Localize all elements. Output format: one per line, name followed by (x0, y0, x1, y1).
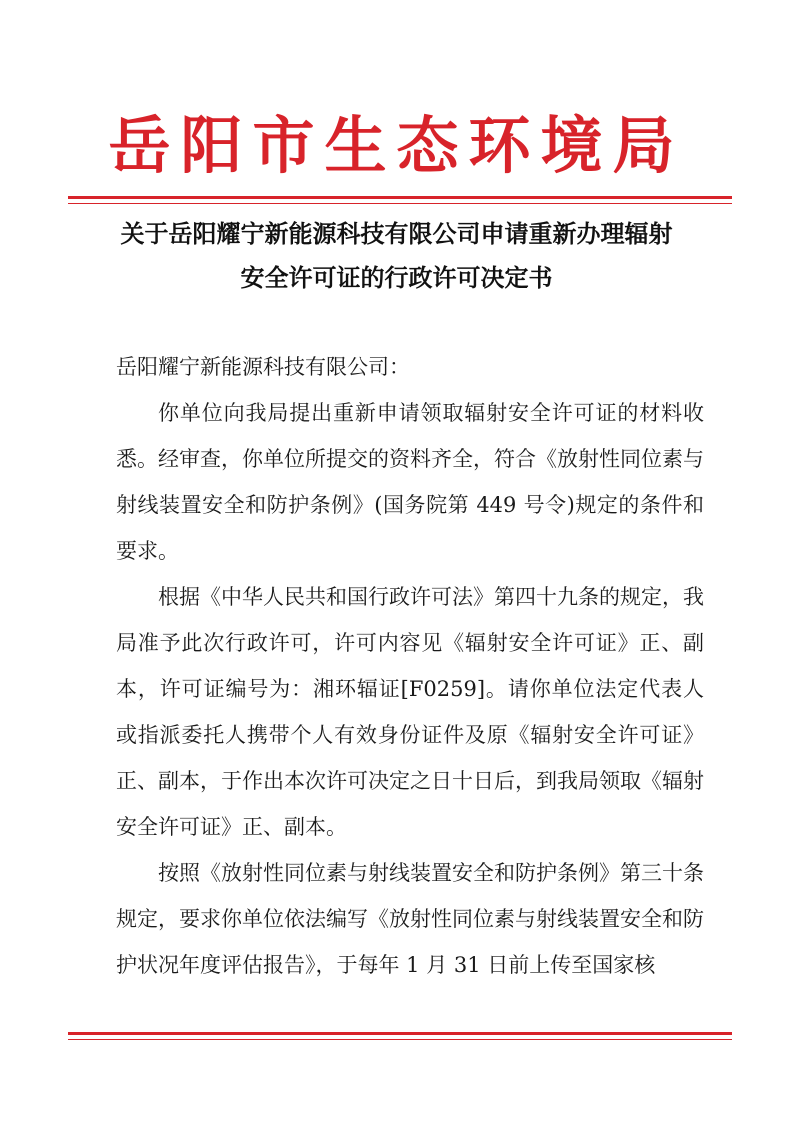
paragraph-2: 根据《中华人民共和国行政许可法》第四十九条的规定，我局准予此次行政许可，许可内容见《辐射安全许可证》正、副本，许可证编号为：湘环辐证[F0259]。请你单位法定代表人或指派委托人携带个人有效身份证件及原《辐射安全许可证》正、副本，于作出本次许可决定之日十日后，到我局领取《辐射安全许可证》正、副本。 (116, 585, 704, 839)
masthead-rule-thick (68, 196, 732, 199)
paragraph-1: 你单位向我局提出重新申请领取辐射安全许可证的材料收悉。经审查，你单位所提交的资料齐全，符合《放射性同位素与射线装置安全和防护条例》(国务院第 449 号令)规定的条件和要求。 (116, 401, 704, 563)
masthead-rule-thin (68, 203, 732, 204)
issuer-masthead: 岳阳市生态环境局 (108, 109, 685, 182)
document-body (116, 344, 704, 988)
footer-rule-thick (68, 1032, 732, 1035)
footer-rule-thin (68, 1039, 732, 1040)
addressee: 岳阳耀宁新能源科技有限公司： (116, 355, 410, 379)
document-title (60, 212, 733, 300)
document-title-line-1: 关于岳阳耀宁新能源科技有限公司申请重新办理辐射 (120, 220, 673, 248)
paragraph-3: 按照《放射性同位素与射线装置安全和防护条例》第三十条规定，要求你单位依法编写《放射性同位素与射线装置安全和防护状况年度评估报告》，于每年 1 月 31 日前上传至国家核 (116, 861, 704, 977)
document-title-line-2: 安全许可证的行政许可决定书 (240, 264, 553, 292)
